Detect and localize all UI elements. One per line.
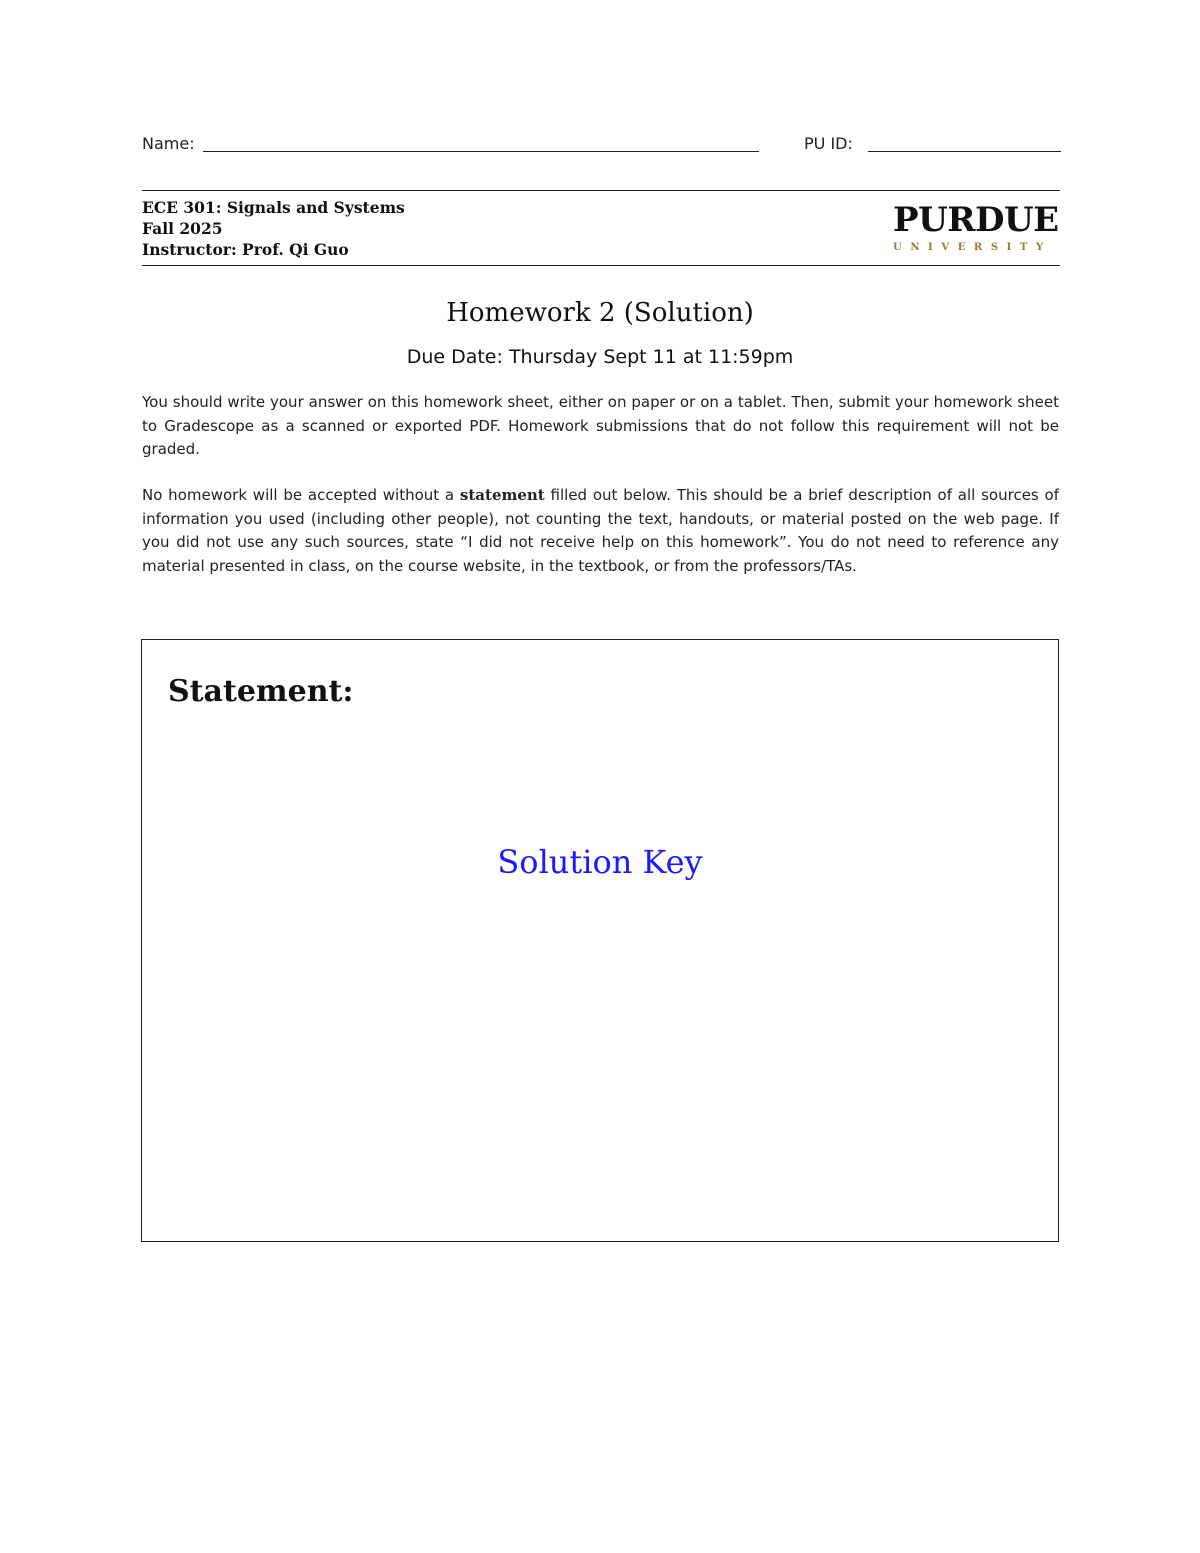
- name-blank-line[interactable]: [203, 151, 759, 152]
- homework-title: Homework 2 (Solution): [446, 298, 754, 328]
- para2-text-after: filled out below. This should be a brief description of all sources of information you used (including other people), not counting the text, handouts, or material posted on the web page. If you did not use any such sources, state “I did not receive help on this homework”. You do not need to reference any material presented in class, on the course website, in the textbook, or from the professors/TAs.: [142, 486, 1059, 575]
- header-rule-top: [142, 190, 1060, 191]
- puid-blank-line[interactable]: [868, 151, 1061, 152]
- instructions-paragraph-2: [142, 484, 1059, 578]
- solution-key-text: Solution Key: [497, 843, 703, 881]
- course-term: Fall 2025: [142, 219, 223, 238]
- logo-wordmark: PURDUE: [893, 200, 1059, 240]
- statement-box[interactable]: [141, 639, 1059, 1242]
- purdue-logo: [893, 200, 1059, 258]
- para2-text-before: No homework will be accepted without a: [142, 486, 460, 504]
- instructions-paragraph-1: You should write your answer on this homework sheet, either on paper or on a tablet. Then, submit your homework sheet to Gradescope as a scanned or exported PDF. Homework submissions that do not follow this requirement will not be graded.: [142, 393, 1059, 458]
- logo-subtitle: UNIVERSITY: [893, 242, 1052, 253]
- course-info: [142, 197, 405, 260]
- name-label: Name:: [142, 134, 195, 153]
- statement-label: Statement:: [168, 674, 354, 709]
- due-date: Due Date: Thursday Sept 11 at 11:59pm: [406, 346, 794, 368]
- para2-bold-statement: statement: [459, 486, 545, 504]
- course-instructor: Instructor: Prof. Qi Guo: [142, 240, 349, 259]
- header-rule-bottom: [142, 265, 1060, 266]
- course-title: ECE 301: Signals and Systems: [142, 198, 405, 217]
- puid-label: PU ID:: [804, 134, 853, 153]
